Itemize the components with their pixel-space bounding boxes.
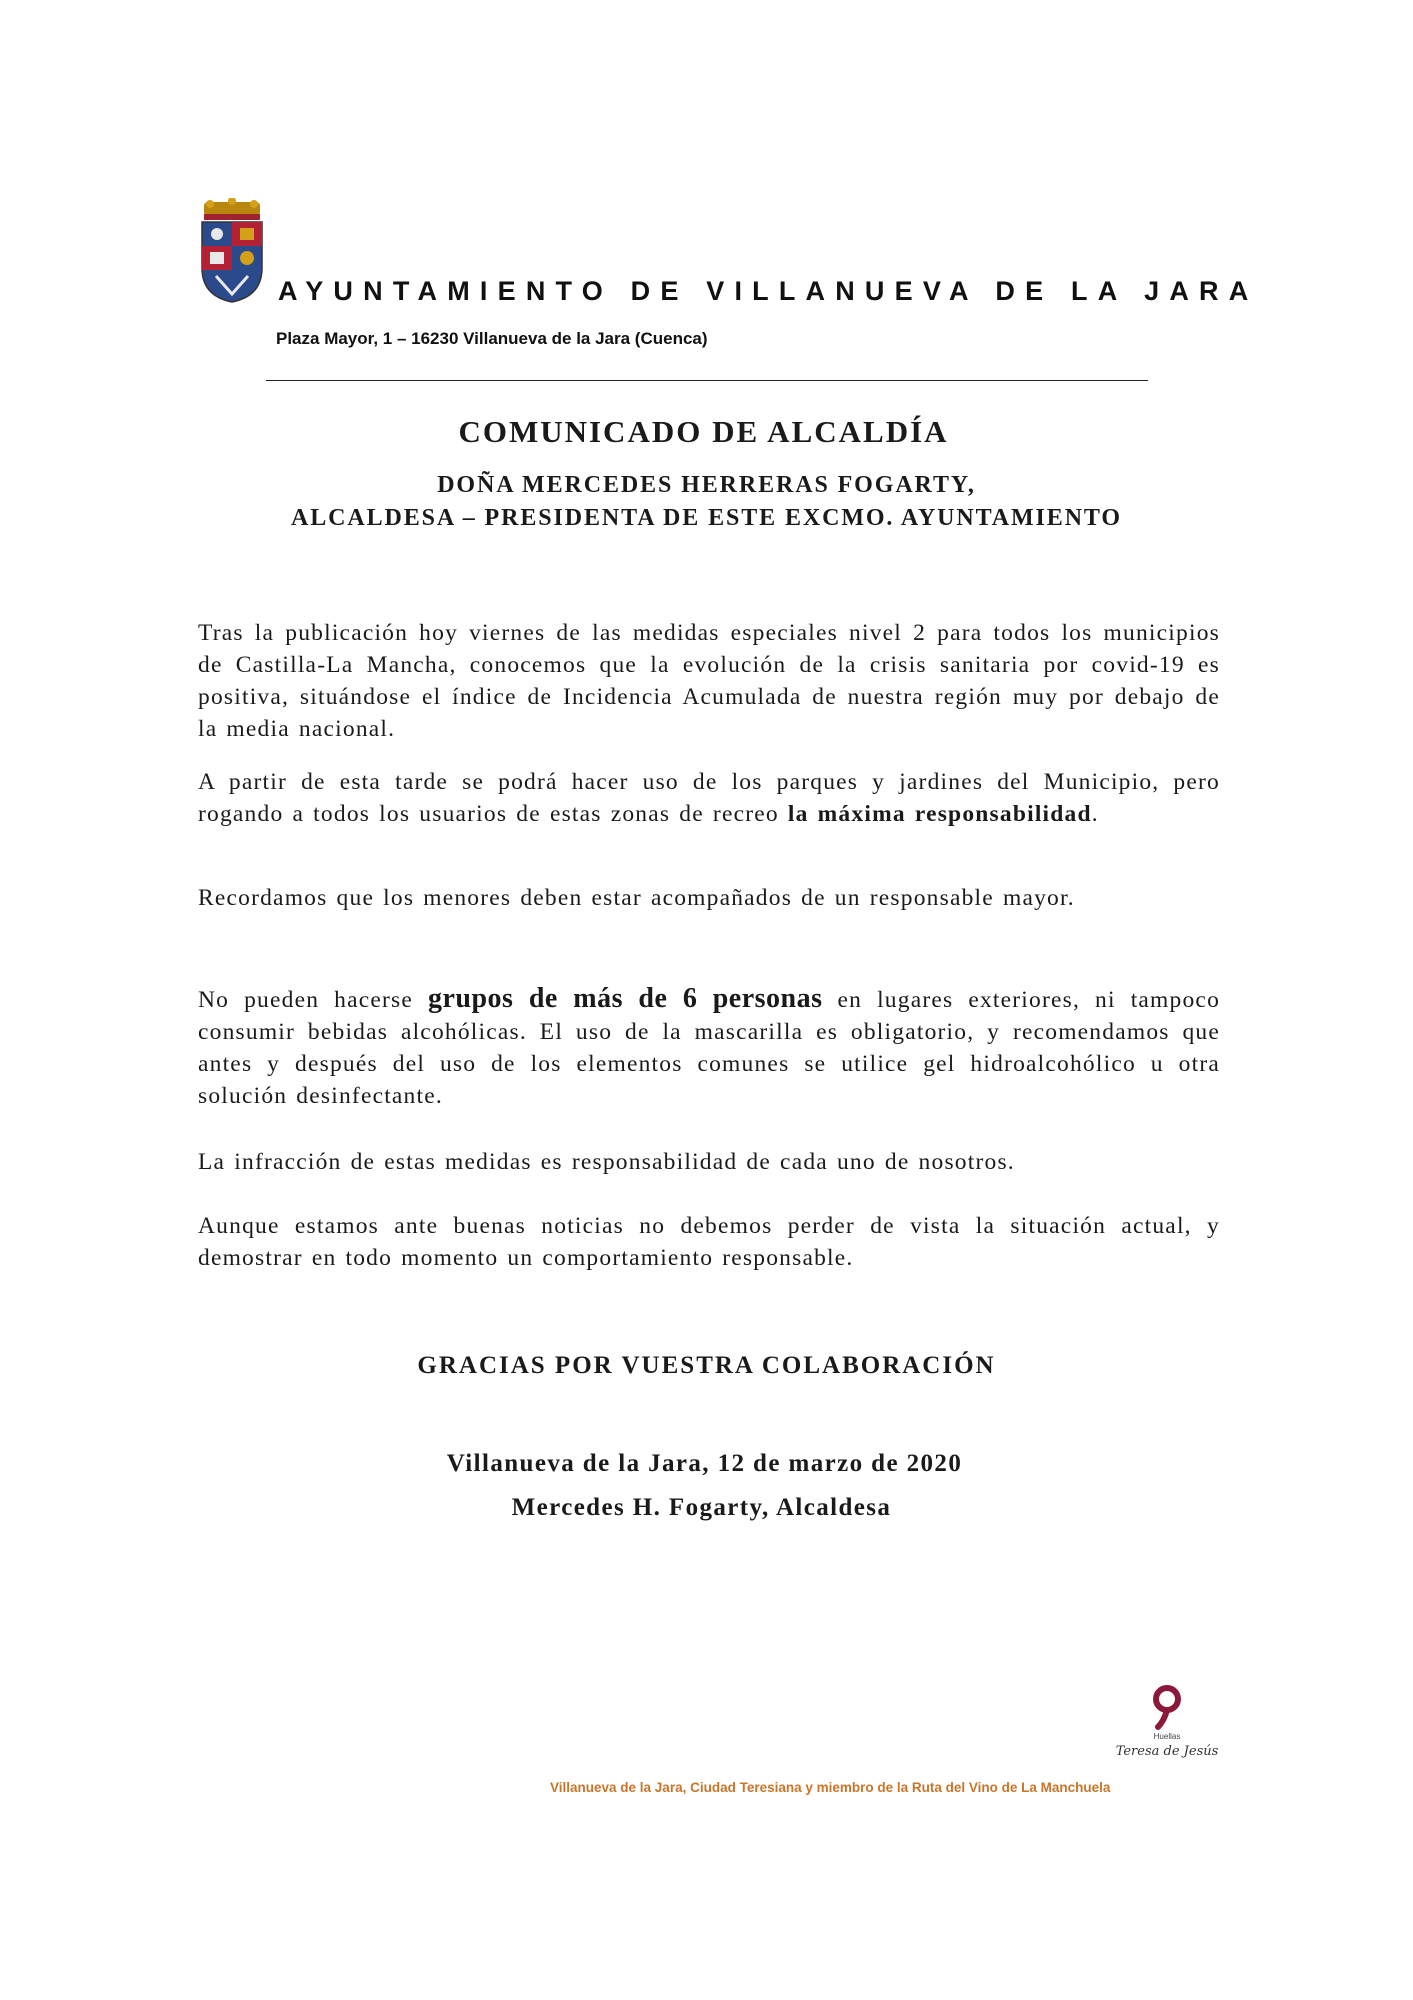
paragraph-2-end: . xyxy=(1091,801,1099,827)
subtitle-line-2: ALCALDESA – PRESIDENTA DE ESTE EXCMO. AYUNTAMIENTO xyxy=(291,505,1122,531)
footer-text: Villanueva de la Jara, Ciudad Teresiana y miembro de la Ruta del Vino de La Manchuela xyxy=(550,1780,1111,1795)
page-title: COMUNICADO DE ALCALDÍA xyxy=(458,414,949,449)
place-and-date: Villanueva de la Jara, 12 de marzo de 2020 xyxy=(446,1450,963,1477)
signature-line: Mercedes H. Fogarty, Alcaldesa xyxy=(511,1494,892,1521)
logo-script-text: Teresa de Jesús xyxy=(1115,1744,1219,1759)
huellas-teresianas-logo-icon xyxy=(1112,1683,1222,1763)
paragraph-2-text: A partir de esta tarde se podrá hacer uso de los parques y jardines del Municipio, pero rogando a todos los usuarios de estas zonas de recreo xyxy=(198,769,1220,827)
paragraph-4-emphasis: grupos de más de 6 personas xyxy=(427,983,823,1014)
paragraph-5: La infracción de estas medidas es responsabilidad de cada uno de nosotros. xyxy=(198,1149,1015,1175)
paragraph-2-emphasis: la máxima responsabilidad xyxy=(787,801,1092,827)
subtitle-line-1: DOÑA MERCEDES HERRERAS FOGARTY, xyxy=(437,472,976,498)
paragraph-1: Tras la publicación hoy viernes de las medidas especiales nivel 2 para todos los municipios de Castilla-La Mancha, conocemos que la evolución de la crisis sanitaria por covid-19 es positiva, situándose el índice de Incidencia Acumulada de nuestra región muy por debajo de la media nacional. xyxy=(198,620,1220,742)
paragraph-4-rest: en lugares exteriores, ni tampoco consumir bebidas alcohólicas. El uso de la mascarilla es obligatorio, y recomendamos que antes y después del uso de los elementos comunes se utilice gel hidroalcohólico u otra solución desinfectante. xyxy=(198,987,1221,1109)
paragraph-4-text: No pueden hacerse xyxy=(198,987,428,1013)
paragraph-6: Aunque estamos ante buenas noticias no debemos perder de vista la situación actual, y demostrar en todo momento un comportamiento responsable. xyxy=(198,1213,1220,1271)
organization-name: AYUNTAMIENTO DE VILLANUEVA DE LA JARA xyxy=(278,276,1259,306)
header-divider xyxy=(266,380,1148,381)
municipal-coat-of-arms-icon xyxy=(196,198,268,304)
organization-address: Plaza Mayor, 1 – 16230 Villanueva de la Jara (Cuenca) xyxy=(276,329,708,348)
paragraph-4 xyxy=(198,983,1220,1112)
paragraph-2 xyxy=(198,766,1220,830)
logo-small-text: Huellas xyxy=(1153,1732,1181,1741)
closing-thanks: GRACIAS POR VUESTRA COLABORACIÓN xyxy=(417,1352,996,1379)
paragraph-3: Recordamos que los menores deben estar acompañados de un responsable mayor. xyxy=(198,885,1075,911)
